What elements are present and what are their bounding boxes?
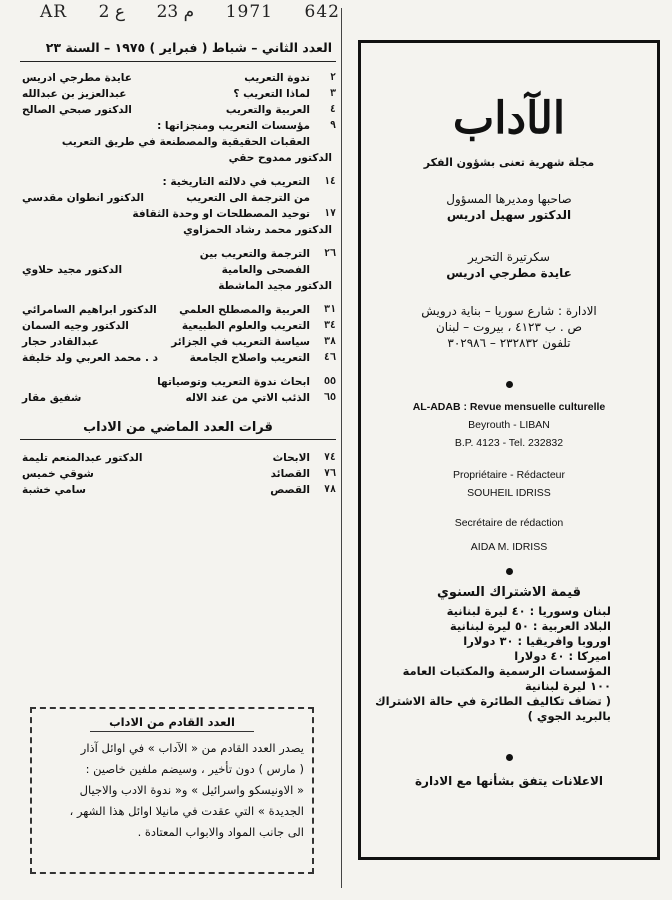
address-line: تلفون ٢٣٢٨٣٢ – ٣٠٢٩٨٦: [447, 336, 571, 350]
page-number: ٧٨: [323, 484, 336, 495]
toc-entry: [20, 466, 336, 482]
handwritten-annotation: [40, 2, 340, 22]
page-number: ٥٥: [323, 376, 336, 387]
latin-secretary-label: Secrétaire de rédaction: [454, 517, 564, 529]
notice-line: الجديدة » التي عقدت في مانيلا اوائل هذا الشهر ،: [69, 804, 304, 818]
page-number: ٣: [329, 88, 336, 99]
page-number: ١٧: [323, 208, 336, 219]
address-line: الادارة : شارع سوريا – بناية درويش: [421, 304, 597, 318]
page-number: ٤٦: [323, 352, 336, 363]
issue-line: العدد الثاني – شباط ( فبراير ) ١٩٧٥ – السنة ٢٣: [45, 40, 332, 55]
notice-title: العدد القادم من الاداب: [90, 715, 254, 732]
bullet-dot: [506, 381, 513, 388]
page-number: ٧٤: [323, 452, 336, 463]
page-number: ٩: [329, 120, 336, 131]
entry-author: [20, 374, 22, 390]
toc-entry: [20, 390, 336, 406]
entry-author: الدكتور مجيد حلاوي: [22, 264, 123, 276]
toc-subentry: [20, 190, 336, 206]
entry-author: عبدالعزيز بن عبدالله: [22, 88, 127, 100]
notice-body: [40, 738, 304, 843]
tagline: مجلة شهرية تعنى بشؤون الفكر: [423, 156, 595, 169]
entry-title: القصائد: [270, 468, 310, 480]
bullet-dot: [506, 754, 513, 761]
toc-entry: [20, 174, 336, 190]
toc-entry: [20, 450, 336, 466]
entry-title: الفصحى والعامية: [221, 264, 310, 276]
address-line: ص . ب ٤١٢٣ ، بيروت – لبنان: [435, 320, 582, 334]
secretary-name: عايدة مطرجي ادريس: [446, 266, 572, 280]
entry-author: [20, 246, 22, 262]
secretary-label: سكرتيرة التحرير: [468, 250, 550, 264]
column-divider: [341, 8, 342, 888]
notice-line: ( مارس ) دون تأخير ، وسيضم ملفين خاصين :: [85, 762, 304, 776]
entry-title: التعريب والعلوم الطبيعية: [181, 320, 310, 332]
entry-author: د . محمد العربي ولد خليفة: [22, 352, 158, 364]
entry-title: مؤسسات التعريب ومنجزاتها :: [157, 120, 310, 132]
toc-entry: [20, 334, 336, 350]
entry-title: العربية والتعريب: [225, 104, 310, 116]
entry-author: شوقي خميس: [22, 468, 94, 480]
table-of-contents: [20, 38, 336, 498]
toc-entry: [20, 318, 336, 334]
entry-author: [20, 206, 22, 222]
magazine-logo: الآداب: [452, 93, 566, 144]
entry-author: سامي خشبة: [22, 484, 86, 496]
entry-author: [20, 174, 22, 190]
entry-author: عايدة مطرجي ادريس: [22, 72, 132, 84]
toc-entry: [20, 350, 336, 366]
notice-line: يصدر العدد القادم من « الآداب » في اوائل آذار: [80, 741, 304, 755]
subscription-line: ١٠٠ ليرة لبنانية: [524, 679, 611, 693]
latin-city: Beyrouth - LIBAN: [468, 419, 550, 431]
hand-issue: 2 ع: [98, 2, 126, 22]
page-number: ٦٥: [323, 392, 336, 403]
subscription-line: اوروبا وافريقيا : ٣٠ دولارا: [463, 634, 611, 648]
entry-title: لماذا التعريب ؟: [233, 88, 310, 100]
notice-line: « الاونيسكو واسرائيل » و« ندوة الادب والاجيال: [79, 783, 304, 797]
entry-author: الدكتور ابراهيم السامرائي: [22, 304, 157, 316]
toc-entry: [20, 86, 336, 102]
notice-line: الى جانب المواد والابواب المعتادة .: [137, 825, 304, 839]
entry-title: ندوة التعريب: [244, 72, 310, 84]
toc-entry: [20, 374, 336, 390]
toc-entry: [20, 70, 336, 86]
page-number: ٣٨: [323, 336, 336, 347]
toc-entry: [20, 118, 336, 134]
next-issue-notice: [30, 707, 314, 874]
entry-author: الدكتور وجيه السمان: [22, 320, 129, 332]
page-number: ٢: [329, 72, 336, 83]
bullet-dot: [506, 568, 513, 575]
subscription-line: المؤسسات الرسمية والمكتبات العامة: [402, 664, 611, 678]
toc-entry: [20, 102, 336, 118]
entry-title: العربية والمصطلح العلمي: [179, 304, 310, 316]
hand-number: 642: [304, 2, 340, 22]
subscription-line: بالبريد الجوي ): [527, 709, 611, 723]
entry-author: الدكتور مجيد الماشطة: [218, 280, 332, 292]
toc-entry: [20, 246, 336, 262]
latin-contact: B.P. 4123 - Tel. 232832: [454, 437, 564, 449]
entry-author: الدكتور انطوان مقدسي: [22, 192, 144, 204]
subscription-line: اميركا : ٤٠ دولارا: [514, 649, 611, 663]
entry-title: التعريب في دلالته التاريخية :: [162, 176, 310, 188]
masthead: [358, 40, 660, 860]
owner-name: الدكتور سهيل ادريس: [446, 208, 572, 222]
subscription-title: قيمة الاشتراك السنوي: [436, 585, 582, 600]
entry-title: سياسة التعريب في الجزائر: [171, 336, 310, 348]
page-number: ١٤: [323, 176, 336, 187]
entry-title: الترجمة والتعريب بين: [199, 248, 310, 260]
entry-title: ابحاث ندوة التعريب وتوصياتها: [157, 376, 310, 388]
entry-author: الدكتور عبدالمنعم تليمة: [22, 452, 143, 464]
entry-title: التعريب واصلاح الجامعة: [189, 352, 310, 364]
entry-title: من الترجمة الى التعريب: [186, 192, 310, 204]
entry-author: الدكتور ممدوح حقي: [228, 152, 332, 164]
latin-owner-name: SOUHEIL IDRISS: [467, 487, 551, 499]
hand-year: 1971: [225, 2, 273, 22]
entry-author: عبدالقادر حجار: [22, 336, 99, 348]
latin-owner-label: Propriétaire - Rédacteur: [452, 469, 566, 481]
toc-subentry: [20, 262, 336, 278]
entry-author: الدكتور محمد رشاد الحمزاوي: [183, 224, 332, 236]
entry-title: الابحاث: [272, 452, 310, 464]
latin-title: AL-ADAB : Revue mensuelle culturelle: [412, 401, 606, 413]
entry-title: الذئب الاتي من عند الاله: [185, 392, 310, 404]
page-number: ٢٦: [323, 248, 336, 259]
entry-author: شفيق مقار: [22, 392, 82, 404]
owner-label: صاحبها ومديرها المسؤول: [446, 192, 572, 206]
toc-entry: [20, 482, 336, 498]
subscription-line: لبنان وسوريا : ٤٠ ليرة لبنانية: [446, 604, 611, 618]
page-number: ٣١: [323, 304, 336, 315]
readings-heading: قرات العدد الماضي من الاداب: [20, 420, 336, 440]
hand-code: AR: [40, 2, 68, 22]
entry-title: توحيد المصطلحات او وحدة الثقافة: [132, 208, 310, 220]
page-number: ٤: [329, 104, 336, 115]
hand-volume: 23 م: [156, 2, 195, 22]
toc-entry: [20, 206, 336, 222]
latin-secretary-name: AIDA M. IDRISS: [470, 541, 548, 553]
entry-author: الدكتور صبحي الصالح: [22, 104, 132, 116]
page-number: ٣٤: [323, 320, 336, 331]
divider: [20, 61, 336, 62]
subscription-line: البلاد العربية : ٥٠ ليرة لبنانية: [449, 619, 611, 633]
page-number: ٧٦: [323, 468, 336, 479]
ads-note: الاعلانات يتفق بشأنها مع الادارة: [414, 774, 604, 788]
subscription-line: ( تضاف تكاليف الطائرة في حالة الاشتراك: [375, 694, 611, 708]
entry-author: [20, 118, 22, 134]
entry-title: القصص: [270, 484, 310, 496]
entry-subtitle: العقبات الحقيقية والمصطنعة في طريق التعريب: [61, 136, 310, 148]
toc-entry: [20, 302, 336, 318]
